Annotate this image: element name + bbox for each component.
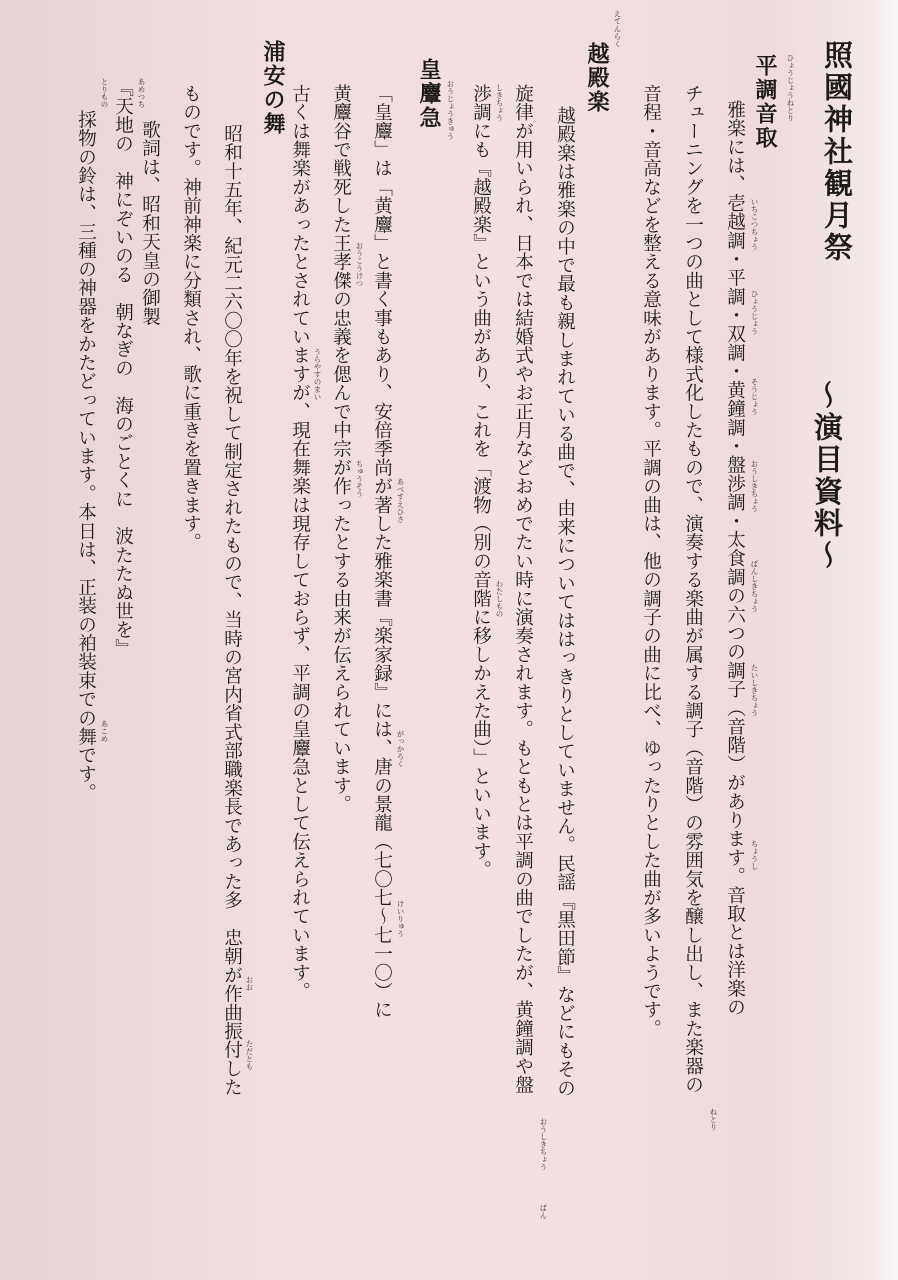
ruby-text: おうこうけつ [355, 242, 364, 287]
section-heading-hyojo-netori: 平調音取 [752, 54, 778, 150]
body-line: 旋律が用いられ、日本では結婚式やお正月などおめでたい時に演奏されます。もともとは平調の曲でしたが、黄鐘調や盤 [512, 84, 534, 1094]
ruby-text: ばんしきちょう [750, 560, 759, 613]
ruby-text: たいしきちょう [750, 664, 759, 717]
body-line: 古くは舞楽があったとされていますが、現在舞楽は現存しておらず、平調の皇麞急として伝えられています。 [289, 84, 311, 1001]
ruby-text: そうじょう [750, 378, 759, 416]
ruby-text: けいりゅう [396, 900, 405, 938]
document-title: 照國神社観月祭 [820, 40, 854, 264]
body-line: 雅楽には、壱越調・平調・双調・黄鐘調・盤渉調・太食調の六つの調子（音階）があります。音取とは洋楽の [724, 100, 746, 1017]
body-line: 歌詞は、昭和天皇の御製 [139, 120, 161, 326]
body-line: 黄麞谷で戦死した王孝傑の忠義を偲んで中宗が作ったとする由来が伝えられています。 [330, 84, 352, 814]
body-line: 採物の鈴は、三種の神器をかたどっています。本日は、正装の袙装束での舞です。 [75, 110, 97, 802]
ruby-text: ちょうし [750, 840, 759, 870]
ruby-text: ねとり [709, 1108, 718, 1131]
ruby-text: おお [245, 976, 254, 991]
ruby-text: あこめ [100, 720, 109, 743]
section-heading-etenraku: 越殿楽 [584, 42, 610, 114]
body-line: 「皇麞」は「黄麞」と書く事もあり、安倍季尚が著した雅楽書『楽家録』には、唐の景龍（七〇七～七一〇）に [371, 84, 393, 1019]
heading-ruby: うらやすのまい [313, 348, 322, 401]
document-subtitle: ～演目資料～ [810, 380, 844, 572]
ruby-text: ちゅうそう [355, 460, 364, 498]
body-line: 渉調にも『越殿楽』という曲があり、これを「渡物（別の音階に移しかえた曲）」といいます。 [470, 84, 492, 879]
body-line: ものです。神前神楽に分類され、歌に重きを置きます。 [180, 84, 202, 552]
ruby-text: しきちょう [495, 84, 504, 122]
ruby-text: ただとも [245, 1040, 254, 1070]
section-heading-ojokyu: 皇麞急 [416, 58, 442, 130]
paper-edge [872, 0, 898, 1280]
body-line: 音程・音高などを整える意味があります。平調の曲は、他の調子の曲に比べ、ゆったりとした曲が多いようです。 [640, 84, 662, 1038]
heading-ruby: えてんらく [613, 10, 622, 48]
ruby-text: おうしきちょう [539, 1118, 548, 1171]
ruby-text: がっかろく [396, 730, 405, 768]
ruby-text: いちこつちょう [750, 198, 759, 251]
heading-ruby: ひょうじょうねとり [786, 54, 795, 122]
heading-ruby: おうじょうきゅう [446, 80, 455, 140]
section-heading-urayasu-no-mai: 浦安の舞 [260, 40, 286, 136]
body-line: 『天地の 神にぞいのる 朝なぎの 海のごとくに 波たたぬ世を』 [112, 78, 134, 658]
body-line: 昭和十五年、紀元二六〇〇年を祝して制定されたもので、当時の宮内省式部職楽長であった多 忠朝が作曲振付した [221, 124, 243, 1097]
ruby-text: わたしもの [495, 580, 504, 618]
ruby-text: あべすえひさ [396, 478, 405, 523]
ruby-text: おうしきちょう [750, 460, 759, 513]
body-line: 越殿楽は雅楽の中で最も親しまれている曲で、由来についてははっきりとしていません。民謡『黒田節』などにもその [554, 106, 576, 1098]
ruby-text: ばん [539, 1204, 548, 1219]
ruby-text: ひょうじょう [750, 290, 759, 335]
ruby-text: あめつち [137, 78, 146, 108]
body-line: チューニングを一つの曲として様式化したもので、演奏する楽曲が属する調子（音階）の雰囲気を醸し出し、また楽器の [682, 84, 704, 1094]
ruby-text: とりもの [100, 78, 109, 108]
